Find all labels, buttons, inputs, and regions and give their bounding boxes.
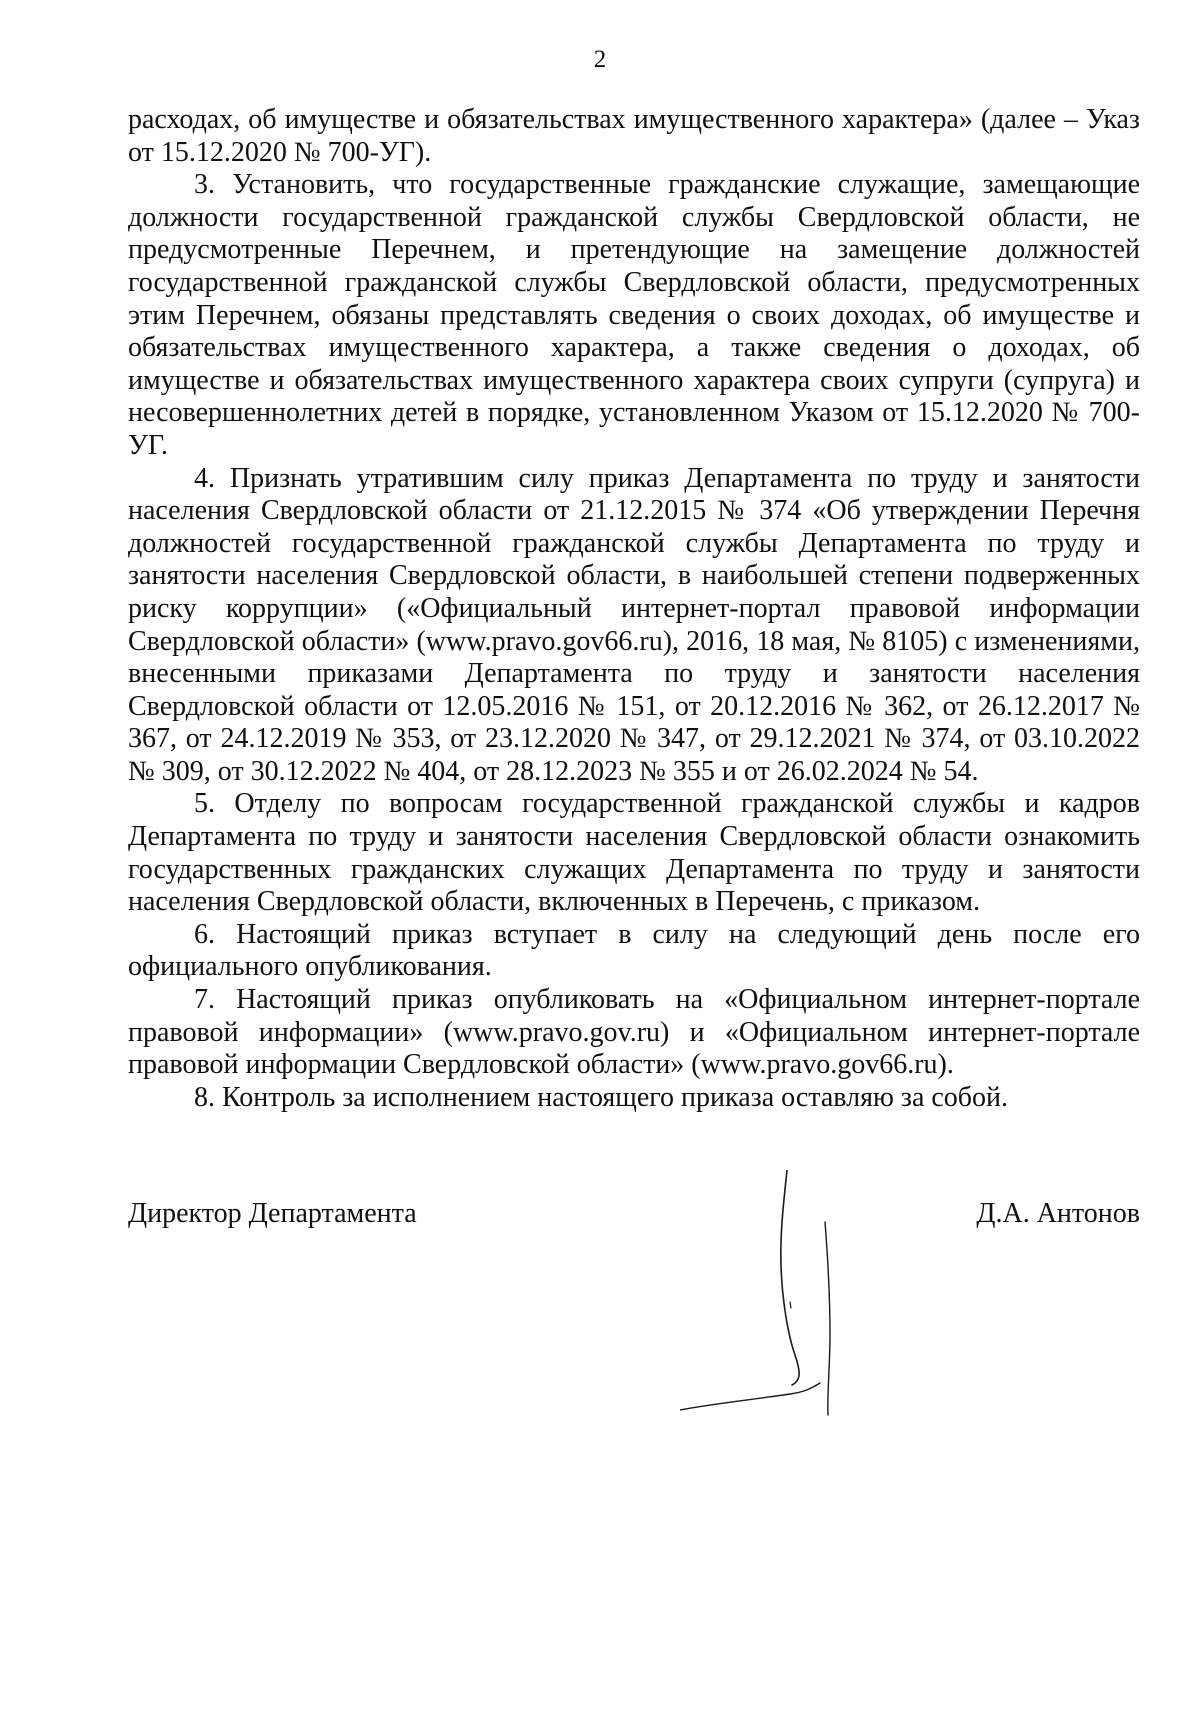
document-body xyxy=(128,104,1140,1114)
paragraph-item-7: 7. Настоящий приказ опубликовать на «Официальном интернет-портале правовой информации» (www.pravo.gov.ru) и «Официальном интернет-портале правовой информации Свердловской области» (www.pravo.gov66.ru). xyxy=(128,984,1140,1081)
handwritten-signature xyxy=(680,1170,920,1430)
paragraph-item-5: 5. Отделу по вопросам государственной гражданской службы и кадров Департамента по труду и занятости населения Свердловской области ознакомить государственных гражданских служащих Департамента по труду и занятости населения Свердловской области, включенных в Перечень, с приказом. xyxy=(128,788,1140,918)
paragraph-item-8: 8. Контроль за исполнением настоящего приказа оставляю за собой. xyxy=(194,1081,1009,1113)
paragraph-item-6: 6. Настоящий приказ вступает в силу на следующий день после его официального опубликования. xyxy=(128,918,1140,983)
paragraph-continuation: расходах, об имуществе и обязательствах имущественного характера» (далее – Указ от 15.12.2020 № 700-УГ). xyxy=(128,104,1140,168)
signatory-position: Директор Департамента xyxy=(128,1198,417,1229)
paragraph-item-4: 4. Признать утратившим силу приказ Департамента по труду и занятости населения Свердловской области от 21.12.2015 № 374 «Об утверждении Перечня должностей государственной гражданской службы Департамента по труду и занятости населения Свердловской области, в наибольшей степени подверженных риску коррупции» («Официальный интернет-портал правовой информации Свердловской области» (www.pravo.gov66.ru), 2016, 18 мая, № 8105) с изменениями, внесенными приказами Департамента по труду и занятости населения Свердловской области от 12.05.2016 № 151, от 20.12.2016 № 362, от 26.12.2017 № 367, от 24.12.2019 № 353, от 23.12.2020 № 347, от 29.12.2021 № 374, от 03.10.2022 № 309, от 30.12.2022 № 404, от 28.12.2023 № 355 и от 26.02.2024 № 54. xyxy=(128,462,1140,787)
paragraph-item-3: 3. Установить, что государственные гражданские служащие, замещающие должности государственной гражданской службы Свердловской области, не предусмотренные Перечнем, и претендующие на замещение должностей государственной гражданской службы Свердловской области, предусмотренных этим Перечнем, обязаны представлять сведения о своих доходах, об имуществе и обязательствах имущественного характера, а также сведения о доходах, об имуществе и обязательствах имущественного характера своих супруги (супруга) и несовершеннолетних детей в порядке, установленном Указом от 15.12.2020 № 700-УГ. xyxy=(128,169,1140,461)
signatory-name: Д.А. Антонов xyxy=(976,1198,1140,1229)
page-number: 2 xyxy=(593,46,607,73)
